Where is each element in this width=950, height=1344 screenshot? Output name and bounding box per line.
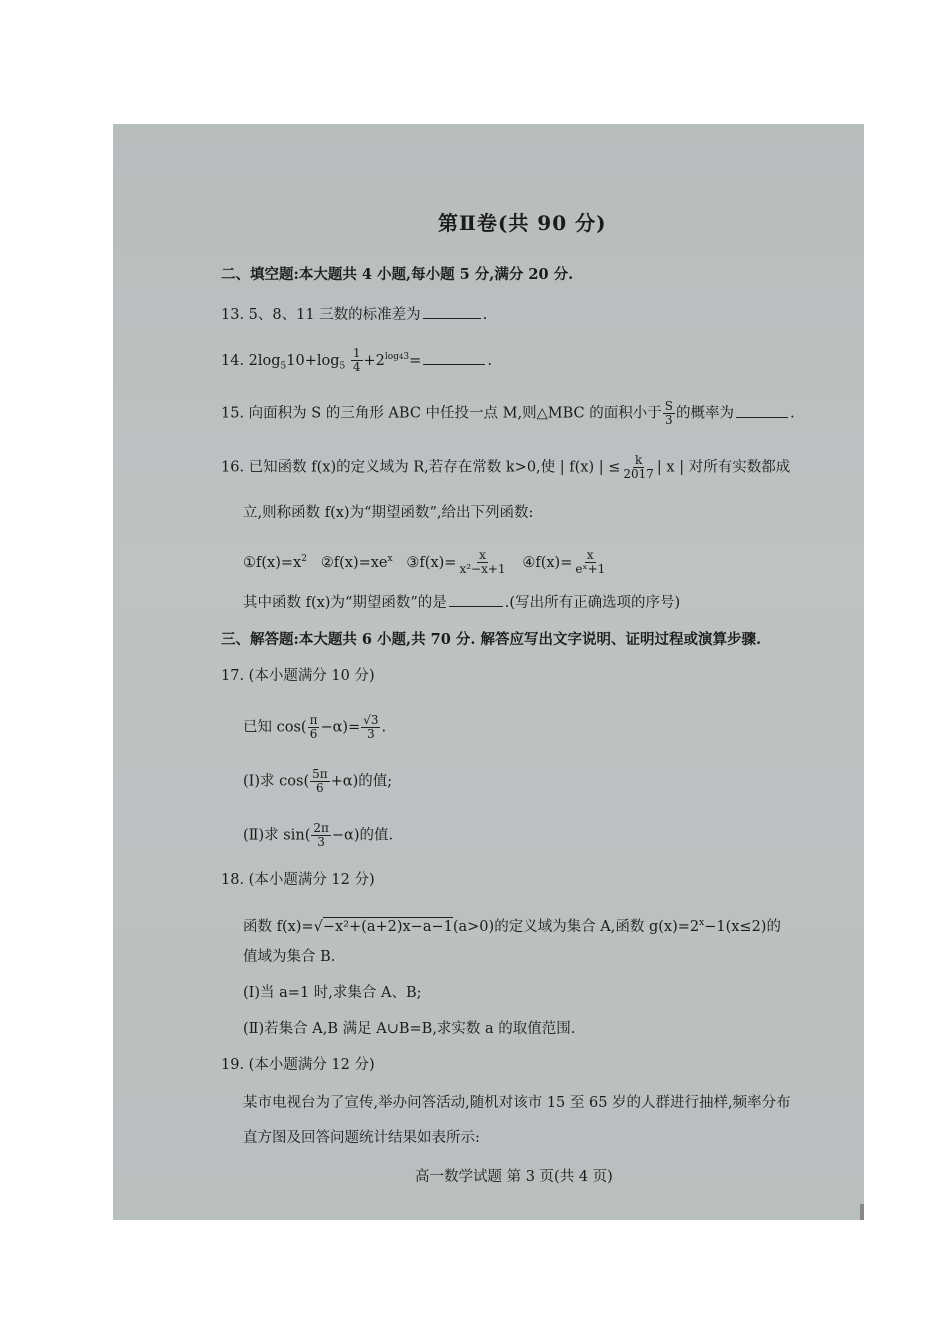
question-16-options: $①f(x)=x^2$ $②f(x)=xe^x$ ③f(x)= $\frac{x}{\text{x²−x+1}}$ ④f(x)= $\frac{x}{\text{eˣ+1}}$ (243, 548, 606, 577)
question-15: 15. 向面积为 S 的三角形 ABC 中任投一点 M,则△MBC 的面积小于 $\frac{S}{3}$ 的概率为 . (221, 399, 795, 427)
question-14: 14. $2\log_510+\log_5$ $\frac{1}{4}$ $+2^{log43}=$ . (221, 346, 492, 375)
sheet-edge (860, 1204, 864, 1220)
question-18-line-1: 函数 f(x)=√−x²+(a+2)x−a−1(a>0)的定义域为集合 A,函数 $g(x)=2^x-1(x\le 2)$的 (243, 918, 781, 935)
question-13: 13. 5、8、11 三数的标准差为 . (221, 304, 487, 326)
question-19-line-1: 某市电视台为了宣传,举办问答活动,随机对该市 15 至 65 岁的人群进行抽样,频率分布 (243, 1095, 791, 1111)
page-footer: 高一数学试题 第 3 页(共 4 页) (415, 1169, 613, 1185)
answer-blank (423, 304, 481, 319)
question-17-heading: 17. (本小题满分 10 分) (221, 668, 375, 684)
question-17-part-2: (Ⅱ)求 sin( $\frac{2\pi}{3}$ −α)的值. (243, 821, 394, 849)
question-16-line-4: 其中函数 f(x)为“期望函数”的是 .(写出所有正确选项的序号) (243, 592, 680, 614)
question-16-line-2: 立,则称函数 f(x)为“期望函数”,给出下列函数: (243, 505, 534, 521)
exam-sheet (113, 124, 864, 1220)
section-2-heading: 二、填空题:本大题共 4 小题,每小题 5 分,满分 20 分. (221, 266, 574, 283)
answer-blank (449, 592, 503, 607)
question-17-part-1: (Ⅰ)求 cos( $\frac{5\pi}{6}$ +α)的值; (243, 767, 393, 795)
section-title: 第Ⅱ卷(共 90 分) (438, 211, 607, 235)
question-16-line-1: 16. 已知函数 f(x)的定义域为 R,若存在常数 k>0,使 | f(x) | ≤ $\frac{k}{2017}$ | x | 对所有实数都成 (221, 453, 791, 481)
question-18-line-2: 值域为集合 B. (243, 949, 336, 965)
answer-blank (736, 403, 788, 418)
question-17-given: 已知 cos( $\frac{\pi}{6}$ −α)= $\frac{√3}{3}$ . (243, 713, 387, 741)
question-18-part-2: (Ⅱ)若集合 A,B 满足 A∪B=B,求实数 a 的取值范围. (243, 1021, 576, 1037)
question-19-heading: 19. (本小题满分 12 分) (221, 1057, 375, 1073)
question-19-line-2: 直方图及回答问题统计结果如表所示: (243, 1130, 480, 1146)
answer-blank (423, 350, 485, 365)
question-18-part-1: (Ⅰ)当 a=1 时,求集合 A、B; (243, 985, 422, 1001)
fraction: $\frac{1}{4}$ (352, 346, 361, 375)
question-18-heading: 18. (本小题满分 12 分) (221, 872, 375, 888)
section-3-heading: 三、解答题:本大题共 6 小题,共 70 分. 解答应写出文字说明、证明过程或演算步骤. (221, 631, 762, 648)
